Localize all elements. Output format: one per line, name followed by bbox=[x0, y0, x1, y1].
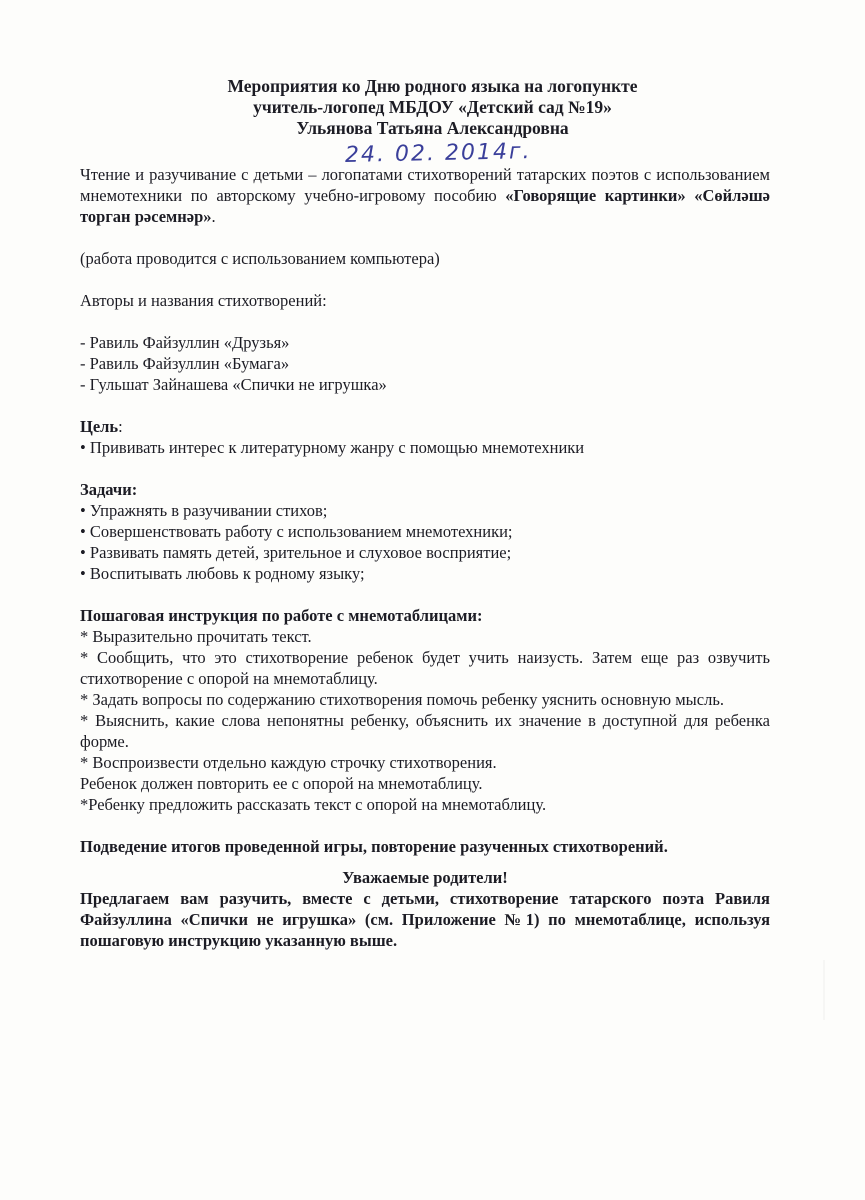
instructions-heading: Пошаговая инструкция по работе с мнемотаблицами: bbox=[80, 606, 483, 625]
header-title: Мероприятия ко Дню родного языка на логопункте bbox=[227, 76, 638, 96]
task-item: • Воспитывать любовь к родному языку; bbox=[80, 564, 365, 583]
scan-artifact bbox=[793, 960, 825, 1020]
computer-note: (работа проводится с использованием компьютера) bbox=[80, 249, 440, 268]
goal-heading-line bbox=[80, 416, 770, 437]
instruction-item: * Воспроизвести отдельно каждую строчку стихотворения. bbox=[80, 753, 497, 772]
goal-item: • Прививать интерес к литературному жанру с помощью мнемотехники bbox=[80, 438, 585, 457]
instruction-item: *Ребенку предложить рассказать текст с опорой на мнемотаблицу. bbox=[80, 795, 547, 814]
header-author-position: учитель-логопед МБДОУ «Детский сад №19» bbox=[253, 97, 612, 117]
task-item: • Совершенствовать работу с использованием мнемотехники; bbox=[80, 522, 513, 541]
goal-heading: Цель bbox=[80, 417, 119, 436]
document-header bbox=[0, 76, 865, 139]
summary-paragraph: Подведение итогов проведенной игры, повторение разученных стихотворений. bbox=[80, 837, 668, 856]
intro-text: Чтение и разучивание с детьми – логопатами стихотворений татарских поэтов с использованием мнемотехники по авторскому учебно-игровому пособию bbox=[80, 165, 770, 205]
handwritten-date: 24. 02. 2014г. bbox=[344, 139, 532, 168]
goal-colon: : bbox=[118, 417, 123, 436]
poems-list bbox=[80, 332, 770, 395]
task-item: • Развивать память детей, зрительное и слуховое восприятие; bbox=[80, 543, 512, 562]
intro-title-ru: «Говорящие картинки» bbox=[505, 186, 686, 205]
instructions-list bbox=[80, 626, 770, 815]
intro-title-tt: «Сөйләшә торган рәсемнәр» bbox=[80, 186, 770, 226]
instruction-item: * Задать вопросы по содержанию стихотворения помочь ребенку уяснить основную мысль. bbox=[80, 690, 724, 709]
poem-item: - Равиль Файзуллин «Друзья» bbox=[80, 333, 290, 352]
poems-heading: Авторы и названия стихотворений: bbox=[80, 291, 327, 310]
instruction-item: Ребенок должен повторить ее с опорой на мнемотаблицу. bbox=[80, 774, 483, 793]
intro-period: . bbox=[211, 207, 216, 226]
header-author-name: Ульянова Татьяна Александровна bbox=[296, 118, 569, 138]
tasks-list bbox=[80, 500, 770, 584]
instruction-item: * Сообщить, что это стихотворение ребенок будет учить наизусть. Затем еще раз озвучить стихотворение с опорой на мнемотаблицу. bbox=[80, 648, 770, 688]
document-body bbox=[80, 164, 770, 951]
tasks-heading: Задачи: bbox=[80, 480, 138, 499]
intro-paragraph bbox=[80, 164, 770, 227]
poem-item: - Гульшат Зайнашева «Спички не игрушка» bbox=[80, 375, 387, 394]
poem-item: - Равиль Файзуллин «Бумага» bbox=[80, 354, 290, 373]
parents-paragraph: Предлагаем вам разучить, вместе с детьми, стихотворение татарского поэта Равиля Файзуллина «Спички не игрушка» (см. Приложение №1) по мнемотаблице, используя пошаговую инструкцию указанную выше. bbox=[80, 889, 770, 950]
instruction-item: * Выяснить, какие слова непонятны ребенку, объяснить их значение в доступной для ребенка форме. bbox=[80, 711, 770, 751]
parents-heading: Уважаемые родители! bbox=[342, 868, 508, 887]
instruction-item: * Выразительно прочитать текст. bbox=[80, 627, 312, 646]
task-item: • Упражнять в разучивании стихов; bbox=[80, 501, 328, 520]
